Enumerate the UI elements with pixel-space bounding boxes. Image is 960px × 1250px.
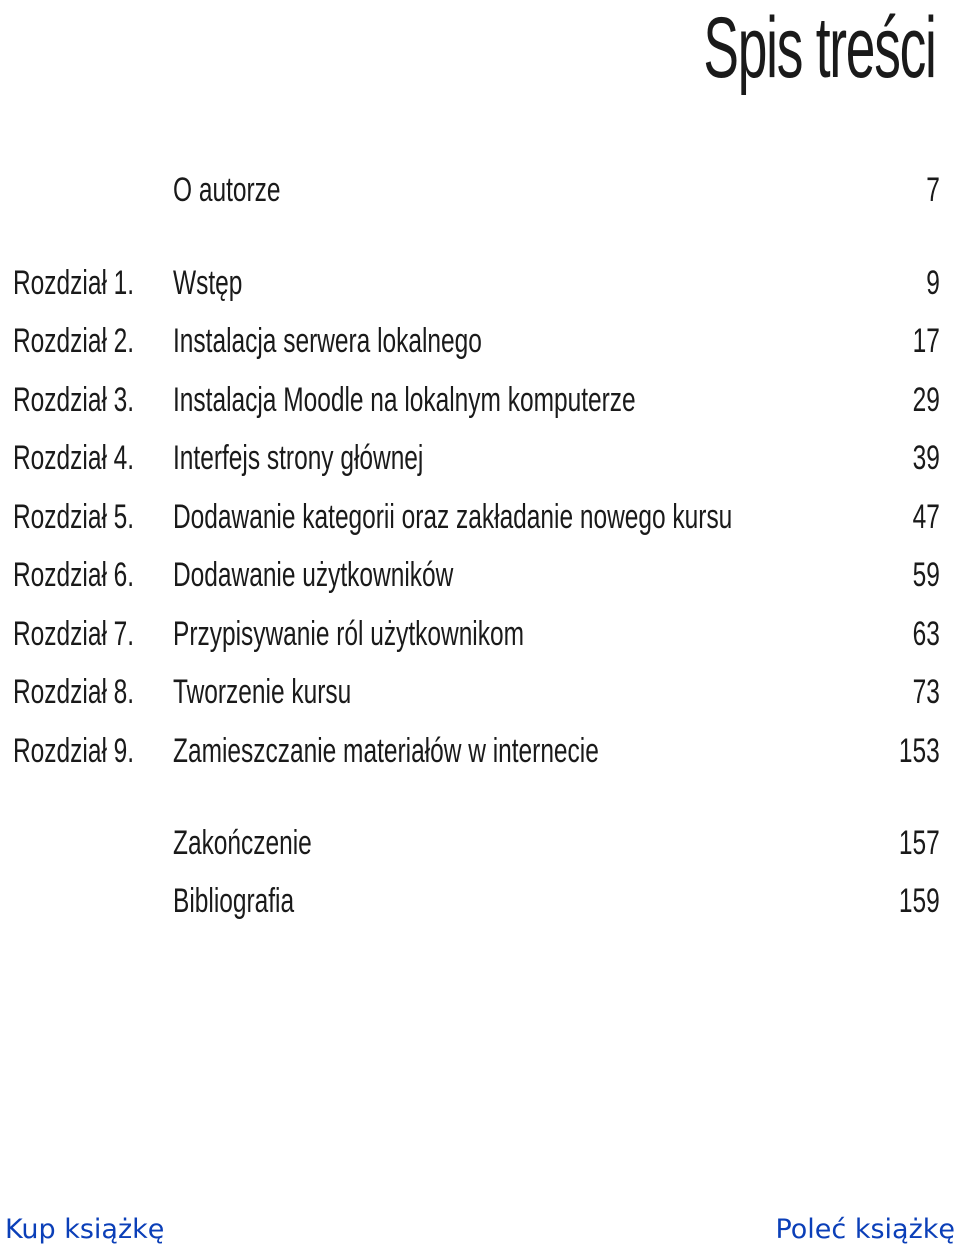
page-number: 9 (926, 264, 940, 302)
entry-title: Interfejs strony głównej (173, 439, 424, 477)
entry-title: Przypisywanie ról użytkownikom (173, 615, 524, 653)
toc-entry-conclusion (0, 821, 960, 865)
toc-entry-chapter-5 (0, 495, 960, 539)
chapter-label: Rozdział 2. (13, 322, 135, 360)
toc-entry-bibliography (0, 879, 960, 923)
entry-title: Instalacja serwera lokalnego (173, 322, 482, 360)
page-number: 63 (912, 615, 940, 653)
entry-title: Bibliografia (173, 882, 295, 920)
recommend-book-link[interactable]: Poleć książkę (775, 1214, 955, 1245)
entry-title: O autorze (173, 171, 281, 209)
page-number: 39 (912, 439, 940, 477)
page-number: 17 (912, 322, 940, 360)
toc-entry-about-author (0, 168, 960, 212)
entry-title: Dodawanie kategorii oraz zakładanie nowego kursu (173, 498, 733, 536)
page-number: 153 (899, 732, 940, 770)
entry-title: Wstęp (173, 264, 243, 302)
page-number: 29 (912, 381, 940, 419)
chapter-label: Rozdział 9. (13, 732, 135, 770)
entry-title: Tworzenie kursu (173, 673, 352, 711)
page-number: 159 (899, 882, 940, 920)
chapter-label: Rozdział 4. (13, 439, 135, 477)
toc-entry-chapter-3 (0, 378, 960, 422)
chapter-label: Rozdział 1. (13, 264, 135, 302)
entry-title: Dodawanie użytkowników (173, 556, 454, 594)
chapter-label: Rozdział 8. (13, 673, 135, 711)
page-number: 157 (899, 824, 940, 862)
page-number: 59 (912, 556, 940, 594)
toc-entry-chapter-6 (0, 553, 960, 597)
toc-entry-chapter-2 (0, 319, 960, 363)
toc-entry-chapter-1 (0, 261, 960, 305)
chapter-label: Rozdział 3. (13, 381, 135, 419)
toc-entry-chapter-4 (0, 436, 960, 480)
toc-entry-chapter-9 (0, 729, 960, 773)
chapter-label: Rozdział 7. (13, 615, 135, 653)
page-number: 73 (912, 673, 940, 711)
entry-title: Instalacja Moodle na lokalnym komputerze (173, 381, 636, 419)
entry-title: Zakończenie (173, 824, 312, 862)
buy-book-link[interactable]: Kup książkę (5, 1214, 165, 1245)
page-title: Spis treści (703, 0, 936, 96)
toc-entry-chapter-8 (0, 670, 960, 714)
entry-title: Zamieszczanie materiałów w internecie (173, 732, 599, 770)
toc-entry-chapter-7 (0, 612, 960, 656)
page-number: 7 (926, 171, 940, 209)
chapter-label: Rozdział 5. (13, 498, 135, 536)
chapter-label: Rozdział 6. (13, 556, 135, 594)
page-number: 47 (912, 498, 940, 536)
